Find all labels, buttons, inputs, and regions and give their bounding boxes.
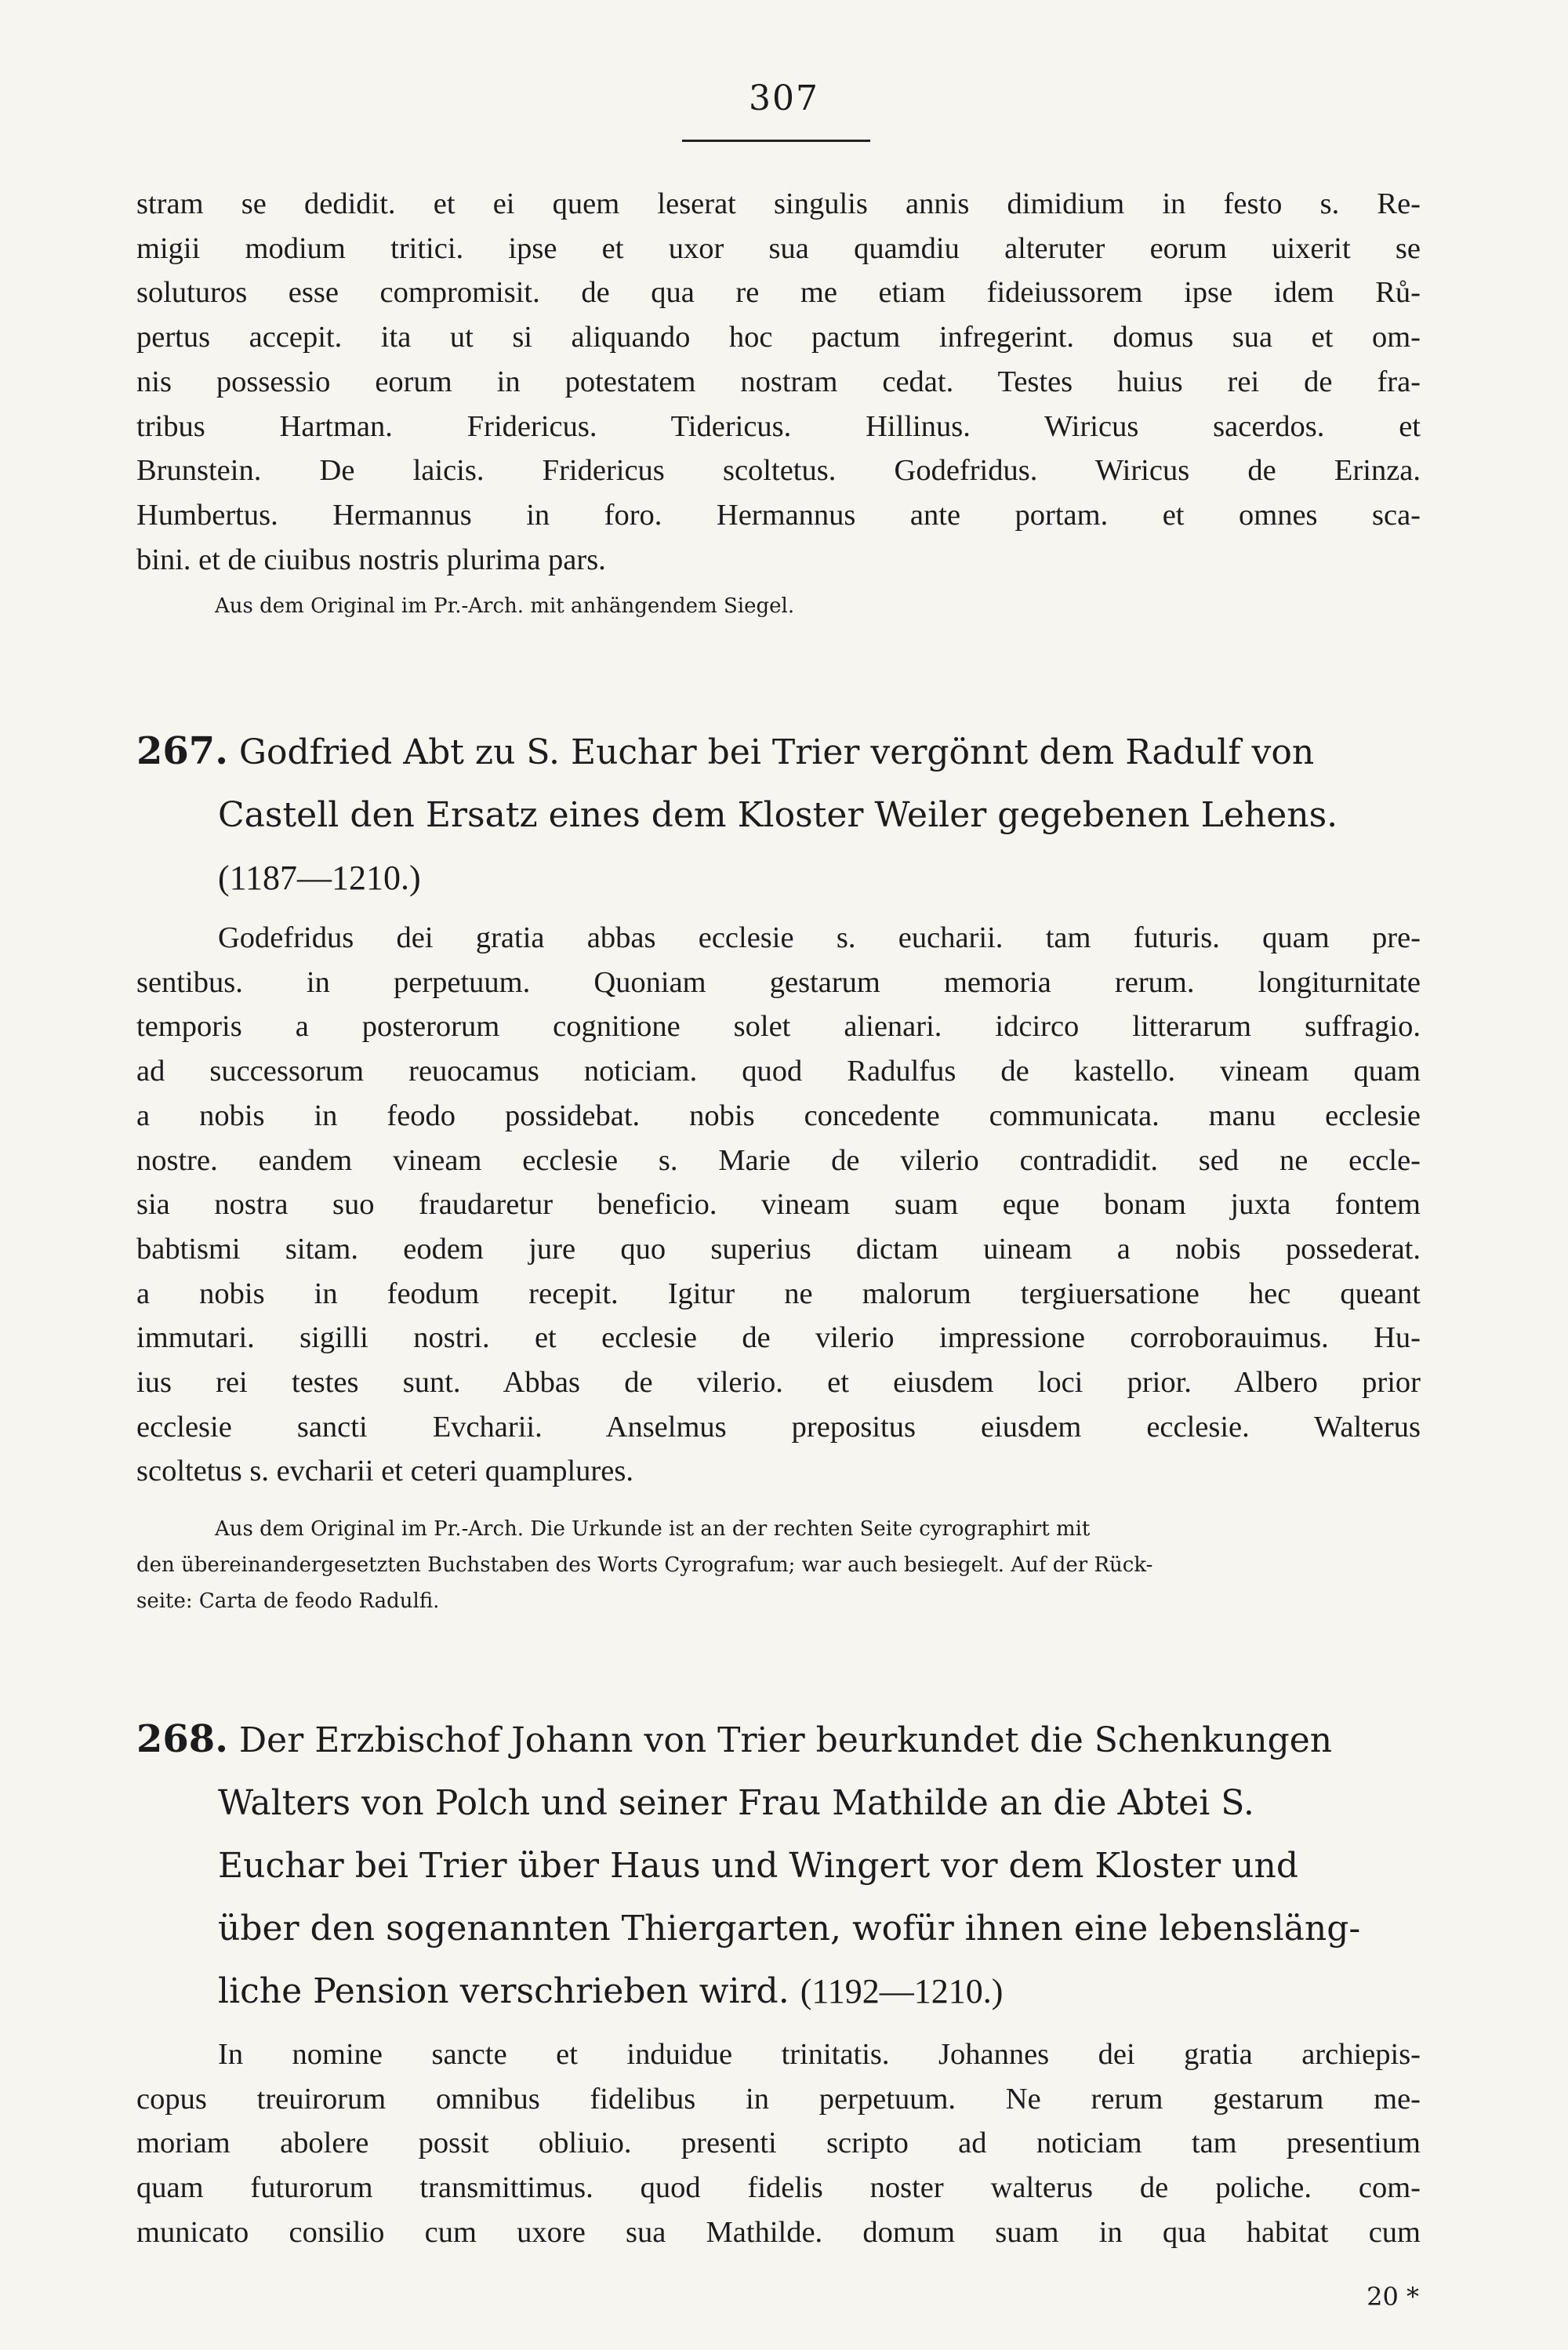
- doc-268-title-line: Walters von Polch und seiner Frau Mathilde an die Abtei S.: [218, 1783, 1254, 1823]
- doc-267-body: [136, 916, 1421, 1619]
- doc-268-date: (1192—1210.): [800, 1972, 1004, 2010]
- text-line: soluturos esse compromisit. de qua re me etiam fideiussorem ipse idem Rů-: [136, 276, 1421, 310]
- text-line: pertus accepit. ita ut si aliquando hoc pactum infregerint. domus sua et om-: [136, 321, 1421, 354]
- continuation-text: [136, 182, 1421, 582]
- text-line: bini. et de ciuibus nostris plurima pars.: [136, 543, 606, 576]
- text-line: babtismi sitam. eodem jure quo superius dictam uineam a nobis possederat.: [136, 1232, 1421, 1266]
- doc-267-title-line: Godfried Abt zu S. Euchar bei Trier vergönnt dem Radulf von: [238, 732, 1315, 772]
- text-line: ecclesie sancti Evcharii. Anselmus prepositus eiusdem ecclesie. Walterus: [136, 1410, 1421, 1444]
- header-rule: [682, 140, 870, 142]
- continuation-block: [136, 182, 1421, 624]
- text-line: immutari. sigilli nostri. et ecclesie de vilerio impressione corroborauimus. Hu-: [136, 1321, 1421, 1355]
- text-line: sentibus. in perpetuum. Quoniam gestarum memoria rerum. longiturnitate: [136, 965, 1421, 999]
- doc-268-text: [136, 2032, 1421, 2255]
- text-line: quam futurorum transmittimus. quod fidelis noster walterus de poliche. com-: [136, 2171, 1421, 2205]
- text-line: Brunstein. De laicis. Fridericus scoltetus. Godefridus. Wiricus de Erinza.: [136, 454, 1421, 488]
- doc-267-source: [136, 1511, 1421, 1619]
- doc-268-title-line: über den sogenannten Thiergarten, wofür ihnen eine lebensläng-: [218, 1909, 1361, 1949]
- doc-267-text: [136, 916, 1421, 1494]
- text-line: a nobis in feodo possidebat. nobis concedente communicata. manu ecclesie: [136, 1099, 1421, 1132]
- doc-268-number: 268.: [136, 1717, 228, 1761]
- doc-267-number: 267.: [136, 729, 228, 773]
- text-line: Godefridus dei gratia abbas ecclesie s. eucharii. tam futuris. quam pre-: [218, 921, 1421, 954]
- doc-267-title-line: Castell den Ersatz eines dem Kloster Weiler gegebenen Lehens.: [218, 795, 1338, 835]
- text-line: moriam abolere possit obliuio. presenti scripto ad noticiam tam presentium: [136, 2127, 1421, 2160]
- text-line: nostre. eandem vineam ecclesie s. Marie de vilerio contradidit. sed ne eccle-: [136, 1143, 1421, 1177]
- text-line: ad successorum reuocamus noticiam. quod Radulfus de kastello. vineam quam: [136, 1055, 1421, 1088]
- doc-268-title-line: Der Erzbischof Johann von Trier beurkundet die Schenkungen: [238, 1720, 1333, 1760]
- text-line: nis possessio eorum in potestatem nostram cedat. Testes huius rei de fra-: [136, 365, 1421, 398]
- source-line: Aus dem Original im Pr.-Arch. Die Urkunde ist an der rechten Seite cyrographirt mit: [215, 1517, 1091, 1542]
- source-line: seite: Carta de feodo Radulfi.: [136, 1589, 440, 1614]
- doc-268-title-line: liche Pension verschrieben wird.: [218, 1971, 789, 2011]
- text-line: In nomine sancte et induidue trinitatis. Johannes dei gratia archiepis-: [218, 2038, 1421, 2071]
- text-line: municato consilio cum uxore sua Mathilde. domum suam in qua habitat cum: [136, 2215, 1421, 2249]
- text-line: ius rei testes sunt. Abbas de vilerio. et eiusdem loci prior. Albero prior: [136, 1366, 1421, 1400]
- doc-268-heading: [136, 1708, 1421, 2023]
- text-line: migii modium tritici. ipse et uxor sua quamdiu alteruter eorum uixerit se: [136, 231, 1421, 265]
- text-line: copus treuirorum omnibus fidelibus in perpetuum. Ne rerum gestarum me-: [136, 2082, 1421, 2116]
- page-number: 307: [749, 78, 819, 118]
- text-line: tribus Hartman. Fridericus. Tidericus. Hillinus. Wiricus sacerdos. et: [136, 409, 1421, 443]
- doc-267-heading: [136, 720, 1421, 910]
- text-line: Humbertus. Hermannus in foro. Hermannus ante portam. et omnes sca-: [136, 498, 1421, 532]
- text-line: stram se dedidit. et ei quem leserat singulis annis dimidium in festo s. Re-: [136, 187, 1421, 220]
- source-line: den übereinandergesetzten Buchstaben des Worts Cyrografum; war auch besiegelt. Auf der Rück-: [136, 1553, 1153, 1578]
- doc-267-date: (1187—1210.): [218, 859, 421, 897]
- text-line: temporis a posterorum cognitione solet alienari. idcirco litterarum suffragio.: [136, 1010, 1421, 1044]
- text-line: sia nostra suo fraudaretur beneficio. vineam suam eque bonam juxta fontem: [136, 1188, 1421, 1222]
- signature-mark: 20 *: [1367, 2282, 1419, 2312]
- doc-268-title-line: Euchar bei Trier über Haus und Wingert vor dem Kloster und: [218, 1846, 1299, 1886]
- text-line: scoltetus s. evcharii et ceteri quamplures.: [136, 1455, 633, 1488]
- doc-268-body: [136, 2032, 1421, 2255]
- source-note: Aus dem Original im Pr.-Arch. mit anhängendem Siegel.: [215, 594, 795, 619]
- text-line: a nobis in feodum recepit. Igitur ne malorum tergiuersatione hec queant: [136, 1277, 1421, 1310]
